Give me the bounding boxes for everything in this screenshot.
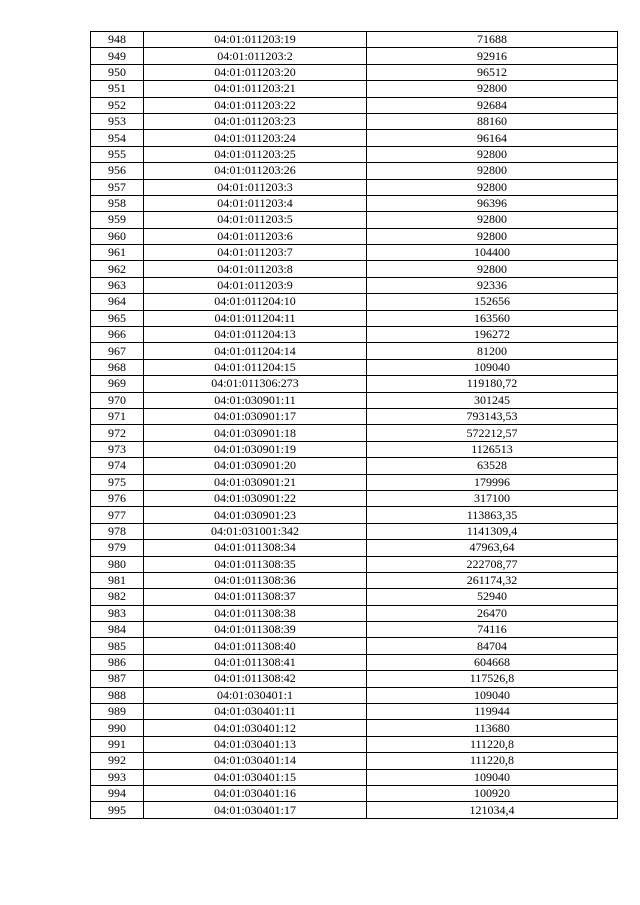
value-cell: 196272 <box>367 327 618 343</box>
value-cell: 104400 <box>367 245 618 261</box>
table-row <box>91 261 618 277</box>
cadastral-number-cell: 04:01:011204:11 <box>144 310 367 326</box>
row-number-cell: 981 <box>91 572 144 588</box>
cadastral-number-cell: 04:01:030901:18 <box>144 425 367 441</box>
cadastral-number-cell: 04:01:030401:14 <box>144 753 367 769</box>
value-cell: 121034,4 <box>367 802 618 818</box>
row-number-cell: 948 <box>91 32 144 48</box>
row-number-cell: 964 <box>91 294 144 310</box>
row-number-cell: 960 <box>91 228 144 244</box>
table-row <box>91 64 618 80</box>
table-row <box>91 146 618 162</box>
row-number-cell: 979 <box>91 540 144 556</box>
value-cell: 92800 <box>367 212 618 228</box>
table-row <box>91 195 618 211</box>
cadastral-number-cell: 04:01:030401:12 <box>144 720 367 736</box>
value-cell: 163560 <box>367 310 618 326</box>
row-number-cell: 990 <box>91 720 144 736</box>
row-number-cell: 951 <box>91 81 144 97</box>
table-row <box>91 408 618 424</box>
table-row <box>91 753 618 769</box>
value-cell: 92916 <box>367 48 618 64</box>
value-cell: 96396 <box>367 195 618 211</box>
table-row <box>91 343 618 359</box>
row-number-cell: 958 <box>91 195 144 211</box>
value-cell: 604668 <box>367 654 618 670</box>
cadastral-number-cell: 04:01:011308:35 <box>144 556 367 572</box>
cadastral-number-cell: 04:01:030901:23 <box>144 507 367 523</box>
table-row <box>91 785 618 801</box>
row-number-cell: 984 <box>91 622 144 638</box>
cadastral-number-cell: 04:01:030901:21 <box>144 474 367 490</box>
value-cell: 111220,8 <box>367 736 618 752</box>
table-row <box>91 212 618 228</box>
row-number-cell: 992 <box>91 753 144 769</box>
table-row <box>91 687 618 703</box>
table-body <box>91 32 618 819</box>
cadastral-number-cell: 04:01:011203:8 <box>144 261 367 277</box>
row-number-cell: 987 <box>91 671 144 687</box>
row-number-cell: 965 <box>91 310 144 326</box>
table-row <box>91 163 618 179</box>
value-cell: 152656 <box>367 294 618 310</box>
table-row <box>91 638 618 654</box>
value-cell: 52940 <box>367 589 618 605</box>
row-number-cell: 988 <box>91 687 144 703</box>
cadastral-number-cell: 04:01:030401:17 <box>144 802 367 818</box>
table-row <box>91 704 618 720</box>
row-number-cell: 982 <box>91 589 144 605</box>
cadastral-number-cell: 04:01:030401:16 <box>144 785 367 801</box>
table-row <box>91 441 618 457</box>
value-cell: 92800 <box>367 146 618 162</box>
table-row <box>91 228 618 244</box>
table-row <box>91 720 618 736</box>
value-cell: 111220,8 <box>367 753 618 769</box>
table-row <box>91 81 618 97</box>
cadastral-number-cell: 04:01:011308:38 <box>144 605 367 621</box>
cadastral-number-cell: 04:01:011203:4 <box>144 195 367 211</box>
row-number-cell: 975 <box>91 474 144 490</box>
row-number-cell: 986 <box>91 654 144 670</box>
cadastral-number-cell: 04:01:011203:21 <box>144 81 367 97</box>
table-row <box>91 769 618 785</box>
cadastral-number-cell: 04:01:030901:11 <box>144 392 367 408</box>
cadastral-number-cell: 04:01:030901:17 <box>144 408 367 424</box>
table-row <box>91 458 618 474</box>
value-cell: 572212,57 <box>367 425 618 441</box>
table-row <box>91 179 618 195</box>
cadastral-number-cell: 04:01:011203:19 <box>144 32 367 48</box>
cadastral-number-cell: 04:01:011204:14 <box>144 343 367 359</box>
row-number-cell: 954 <box>91 130 144 146</box>
row-number-cell: 956 <box>91 163 144 179</box>
row-number-cell: 978 <box>91 523 144 539</box>
table-row <box>91 474 618 490</box>
row-number-cell: 994 <box>91 785 144 801</box>
table-row <box>91 802 618 818</box>
cadastral-number-cell: 04:01:030401:15 <box>144 769 367 785</box>
table-row <box>91 523 618 539</box>
table-row <box>91 359 618 375</box>
table-row <box>91 671 618 687</box>
value-cell: 96164 <box>367 130 618 146</box>
cadastral-number-cell: 04:01:011308:41 <box>144 654 367 670</box>
table-row <box>91 277 618 293</box>
row-number-cell: 967 <box>91 343 144 359</box>
cadastral-number-cell: 04:01:030401:11 <box>144 704 367 720</box>
table-row <box>91 605 618 621</box>
row-number-cell: 980 <box>91 556 144 572</box>
value-cell: 179996 <box>367 474 618 490</box>
table-row <box>91 113 618 129</box>
value-cell: 109040 <box>367 769 618 785</box>
value-cell: 119944 <box>367 704 618 720</box>
table-row <box>91 425 618 441</box>
row-number-cell: 961 <box>91 245 144 261</box>
table-row <box>91 589 618 605</box>
value-cell: 113680 <box>367 720 618 736</box>
row-number-cell: 963 <box>91 277 144 293</box>
row-number-cell: 972 <box>91 425 144 441</box>
cadastral-number-cell: 04:01:011203:6 <box>144 228 367 244</box>
value-cell: 109040 <box>367 687 618 703</box>
value-cell: 92800 <box>367 179 618 195</box>
row-number-cell: 969 <box>91 376 144 392</box>
value-cell: 92800 <box>367 81 618 97</box>
table-row <box>91 540 618 556</box>
value-cell: 113863,35 <box>367 507 618 523</box>
cadastral-number-cell: 04:01:011203:9 <box>144 277 367 293</box>
value-cell: 47963,64 <box>367 540 618 556</box>
row-number-cell: 973 <box>91 441 144 457</box>
row-number-cell: 949 <box>91 48 144 64</box>
table-row <box>91 490 618 506</box>
cadastral-number-cell: 04:01:011204:15 <box>144 359 367 375</box>
row-number-cell: 962 <box>91 261 144 277</box>
row-number-cell: 968 <box>91 359 144 375</box>
value-cell: 63528 <box>367 458 618 474</box>
row-number-cell: 955 <box>91 146 144 162</box>
cadastral-number-cell: 04:01:011308:34 <box>144 540 367 556</box>
table-row <box>91 32 618 48</box>
value-cell: 117526,8 <box>367 671 618 687</box>
cadastral-number-cell: 04:01:011203:7 <box>144 245 367 261</box>
table-row <box>91 48 618 64</box>
table-row <box>91 310 618 326</box>
table-row <box>91 376 618 392</box>
row-number-cell: 959 <box>91 212 144 228</box>
table-row <box>91 736 618 752</box>
cadastral-number-cell: 04:01:011203:23 <box>144 113 367 129</box>
cadastral-number-cell: 04:01:011204:13 <box>144 327 367 343</box>
value-cell: 92800 <box>367 163 618 179</box>
cadastral-number-cell: 04:01:011308:39 <box>144 622 367 638</box>
cadastral-number-cell: 04:01:011203:3 <box>144 179 367 195</box>
value-cell: 317100 <box>367 490 618 506</box>
row-number-cell: 993 <box>91 769 144 785</box>
cadastral-number-cell: 04:01:011203:26 <box>144 163 367 179</box>
row-number-cell: 966 <box>91 327 144 343</box>
value-cell: 71688 <box>367 32 618 48</box>
row-number-cell: 995 <box>91 802 144 818</box>
value-cell: 222708,77 <box>367 556 618 572</box>
cadastral-number-cell: 04:01:030401:13 <box>144 736 367 752</box>
table-row <box>91 654 618 670</box>
value-cell: 100920 <box>367 785 618 801</box>
cadastral-number-cell: 04:01:011308:42 <box>144 671 367 687</box>
table-row <box>91 327 618 343</box>
row-number-cell: 977 <box>91 507 144 523</box>
value-cell: 81200 <box>367 343 618 359</box>
value-cell: 92684 <box>367 97 618 113</box>
value-cell: 92800 <box>367 228 618 244</box>
row-number-cell: 974 <box>91 458 144 474</box>
row-number-cell: 971 <box>91 408 144 424</box>
cadastral-number-cell: 04:01:011306:273 <box>144 376 367 392</box>
value-cell: 96512 <box>367 64 618 80</box>
value-cell: 88160 <box>367 113 618 129</box>
cadastral-number-cell: 04:01:030901:20 <box>144 458 367 474</box>
table-row <box>91 245 618 261</box>
table-row <box>91 97 618 113</box>
row-number-cell: 957 <box>91 179 144 195</box>
cadastral-number-cell: 04:01:011203:22 <box>144 97 367 113</box>
value-cell: 1126513 <box>367 441 618 457</box>
cadastral-number-cell: 04:01:011203:24 <box>144 130 367 146</box>
cadastral-number-cell: 04:01:030901:19 <box>144 441 367 457</box>
cadastral-number-cell: 04:01:030901:22 <box>144 490 367 506</box>
value-cell: 74116 <box>367 622 618 638</box>
cadastral-number-cell: 04:01:011203:2 <box>144 48 367 64</box>
row-number-cell: 983 <box>91 605 144 621</box>
value-cell: 26470 <box>367 605 618 621</box>
table-row <box>91 294 618 310</box>
row-number-cell: 952 <box>91 97 144 113</box>
value-cell: 1141309,4 <box>367 523 618 539</box>
cadastral-number-cell: 04:01:011203:5 <box>144 212 367 228</box>
row-number-cell: 989 <box>91 704 144 720</box>
value-cell: 793143,53 <box>367 408 618 424</box>
table-row <box>91 507 618 523</box>
table-row <box>91 622 618 638</box>
value-cell: 301245 <box>367 392 618 408</box>
row-number-cell: 985 <box>91 638 144 654</box>
row-number-cell: 976 <box>91 490 144 506</box>
cadastral-number-cell: 04:01:011308:36 <box>144 572 367 588</box>
cadastral-number-cell: 04:01:031001:342 <box>144 523 367 539</box>
value-cell: 109040 <box>367 359 618 375</box>
cadastral-number-cell: 04:01:011204:10 <box>144 294 367 310</box>
table-row <box>91 130 618 146</box>
value-cell: 84704 <box>367 638 618 654</box>
cadastral-number-cell: 04:01:011203:20 <box>144 64 367 80</box>
value-cell: 261174,32 <box>367 572 618 588</box>
row-number-cell: 953 <box>91 113 144 129</box>
table-row <box>91 392 618 408</box>
row-number-cell: 991 <box>91 736 144 752</box>
cadastral-number-cell: 04:01:011308:40 <box>144 638 367 654</box>
cadastral-number-cell: 04:01:030401:1 <box>144 687 367 703</box>
cadastral-number-cell: 04:01:011308:37 <box>144 589 367 605</box>
value-cell: 119180,72 <box>367 376 618 392</box>
value-cell: 92336 <box>367 277 618 293</box>
value-cell: 92800 <box>367 261 618 277</box>
row-number-cell: 970 <box>91 392 144 408</box>
table-row <box>91 572 618 588</box>
row-number-cell: 950 <box>91 64 144 80</box>
data-table <box>90 31 618 819</box>
cadastral-number-cell: 04:01:011203:25 <box>144 146 367 162</box>
table-row <box>91 556 618 572</box>
